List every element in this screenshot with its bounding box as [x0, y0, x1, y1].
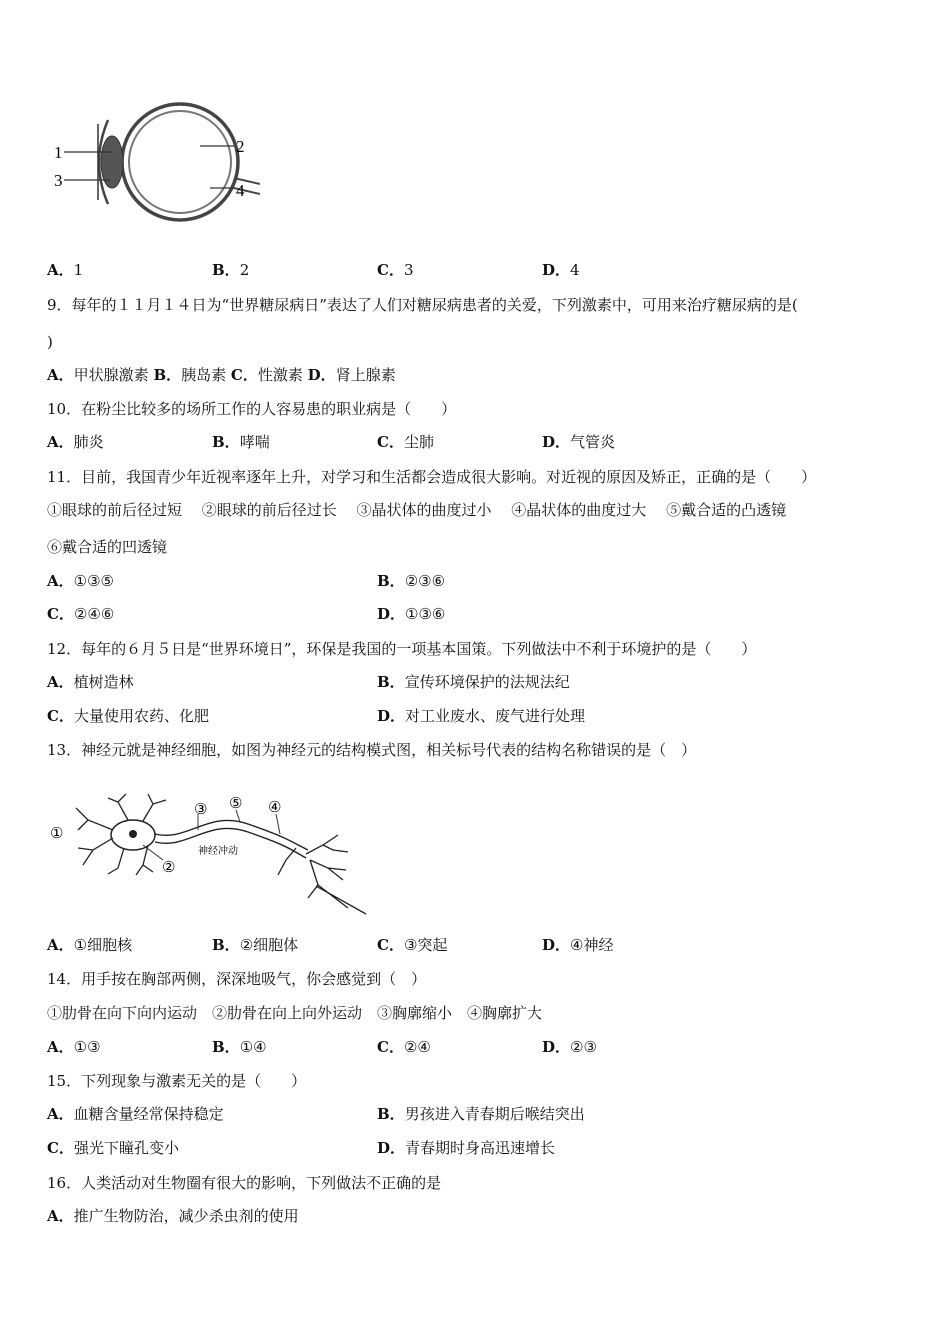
- q10-option-a: A．肺炎: [47, 433, 104, 451]
- q14-stem: 14．用手按在胸部两侧，深深地吸气，你会感觉到（ ）: [47, 970, 427, 988]
- q13-option-d: D．④神经: [542, 936, 614, 954]
- q11-option-d: D．①③⑥: [377, 605, 446, 623]
- q11-option-c: C．②④⑥: [47, 605, 115, 623]
- q12-option-a: A．植树造林: [47, 673, 134, 691]
- q12-option-d: D．对工业废水、废气进行处理: [377, 707, 586, 725]
- eye-label-4: 4: [236, 181, 245, 200]
- q15-option-b: B．男孩进入青春期后喉结突出: [377, 1105, 585, 1123]
- q8-option-b: B．2: [212, 261, 250, 279]
- q16-stem: 16．人类活动对生物圈有很大的影响，下列做法不正确的是: [47, 1174, 442, 1192]
- q8-option-d: D．4: [542, 261, 580, 279]
- q8-option-c: C．3: [377, 261, 414, 279]
- q9-stem: 9．每年的１１月１４日为“世界糖尿病日”表达了人们对糖尿病患者的关爱，下列激素中，可用来治疗糖尿病的是(: [47, 296, 798, 314]
- neuron-label-3: ③: [194, 802, 208, 818]
- q13-option-c: C．③突起: [377, 936, 448, 954]
- eye-diagram: [50, 98, 260, 238]
- q9-options: A．甲状腺激素 B．胰岛素 C．性激素 D．肾上腺素: [47, 366, 396, 384]
- q15-option-d: D．青春期时身高迅速增长: [377, 1139, 556, 1157]
- q14-option-b: B．①④: [212, 1038, 267, 1056]
- q13-option-b: B．②细胞体: [212, 936, 299, 954]
- q15-option-c: C．强光下瞳孔变小: [47, 1139, 179, 1157]
- q12-option-c: C．大量使用农药、化肥: [47, 707, 209, 725]
- q16-option-a: A．推广生物防治，减少杀虫剂的使用: [47, 1207, 299, 1225]
- neuron-label-4: ④: [268, 800, 282, 816]
- neuron-diagram: [48, 790, 378, 920]
- eye-label-2: 2: [236, 137, 245, 156]
- q11-items-line1: ①眼球的前后径过短 ②眼球的前后径过长 ③晶状体的曲度过小 ④晶状体的曲度过大 ⑤戴合适的凸透镜: [47, 501, 787, 519]
- eye-label-1: 1: [54, 143, 63, 162]
- q13-option-a: A．①细胞核: [47, 936, 133, 954]
- q11-stem: 11．目前，我国青少年近视率逐年上升，对学习和生活都会造成很大影响。对近视的原因及矫正，正确的是（ ）: [47, 468, 817, 486]
- q11-option-b: B．②③⑥: [377, 572, 446, 590]
- q10-option-b: B．哮喘: [212, 433, 270, 451]
- q12-stem: 12．每年的６月５日是“世界环境日”，环保是我国的一项基本国策。下列做法中不利于环境护的是（ ）: [47, 640, 757, 658]
- q14-option-d: D．②③: [542, 1038, 597, 1056]
- q15-stem: 15．下列现象与激素无关的是（ ）: [47, 1072, 307, 1090]
- q8-option-a: A．1: [47, 261, 84, 279]
- q15-option-a: A．血糖含量经常保持稳定: [47, 1105, 224, 1123]
- q13-stem: 13．神经元就是神经细胞，如图为神经元的结构模式图，相关标号代表的结构名称错误的是（ ）: [47, 741, 697, 759]
- q14-option-a: A．①③: [47, 1038, 101, 1056]
- eye-label-3: 3: [54, 171, 63, 190]
- neuron-caption: 神经冲动: [198, 846, 238, 857]
- q10-option-c: C．尘肺: [377, 433, 434, 451]
- neuron-label-1: ①: [50, 826, 64, 842]
- q11-option-a: A．①③⑤: [47, 572, 114, 590]
- q10-stem: 10．在粉尘比较多的场所工作的人容易患的职业病是（ ）: [47, 400, 457, 418]
- q14-items: ①肋骨在向下向内运动 ②肋骨在向上向外运动 ③胸廓缩小 ④胸廓扩大: [47, 1004, 543, 1022]
- neuron-label-5: ⑤: [229, 796, 243, 812]
- neuron-label-2: ②: [162, 860, 176, 876]
- q14-option-c: C．②④: [377, 1038, 431, 1056]
- q9-stem-cont: ): [47, 333, 53, 351]
- q11-items-line2: ⑥戴合适的凹透镜: [47, 538, 168, 556]
- q12-option-b: B．宣传环境保护的法规法纪: [377, 673, 570, 691]
- q10-option-d: D．气管炎: [542, 433, 616, 451]
